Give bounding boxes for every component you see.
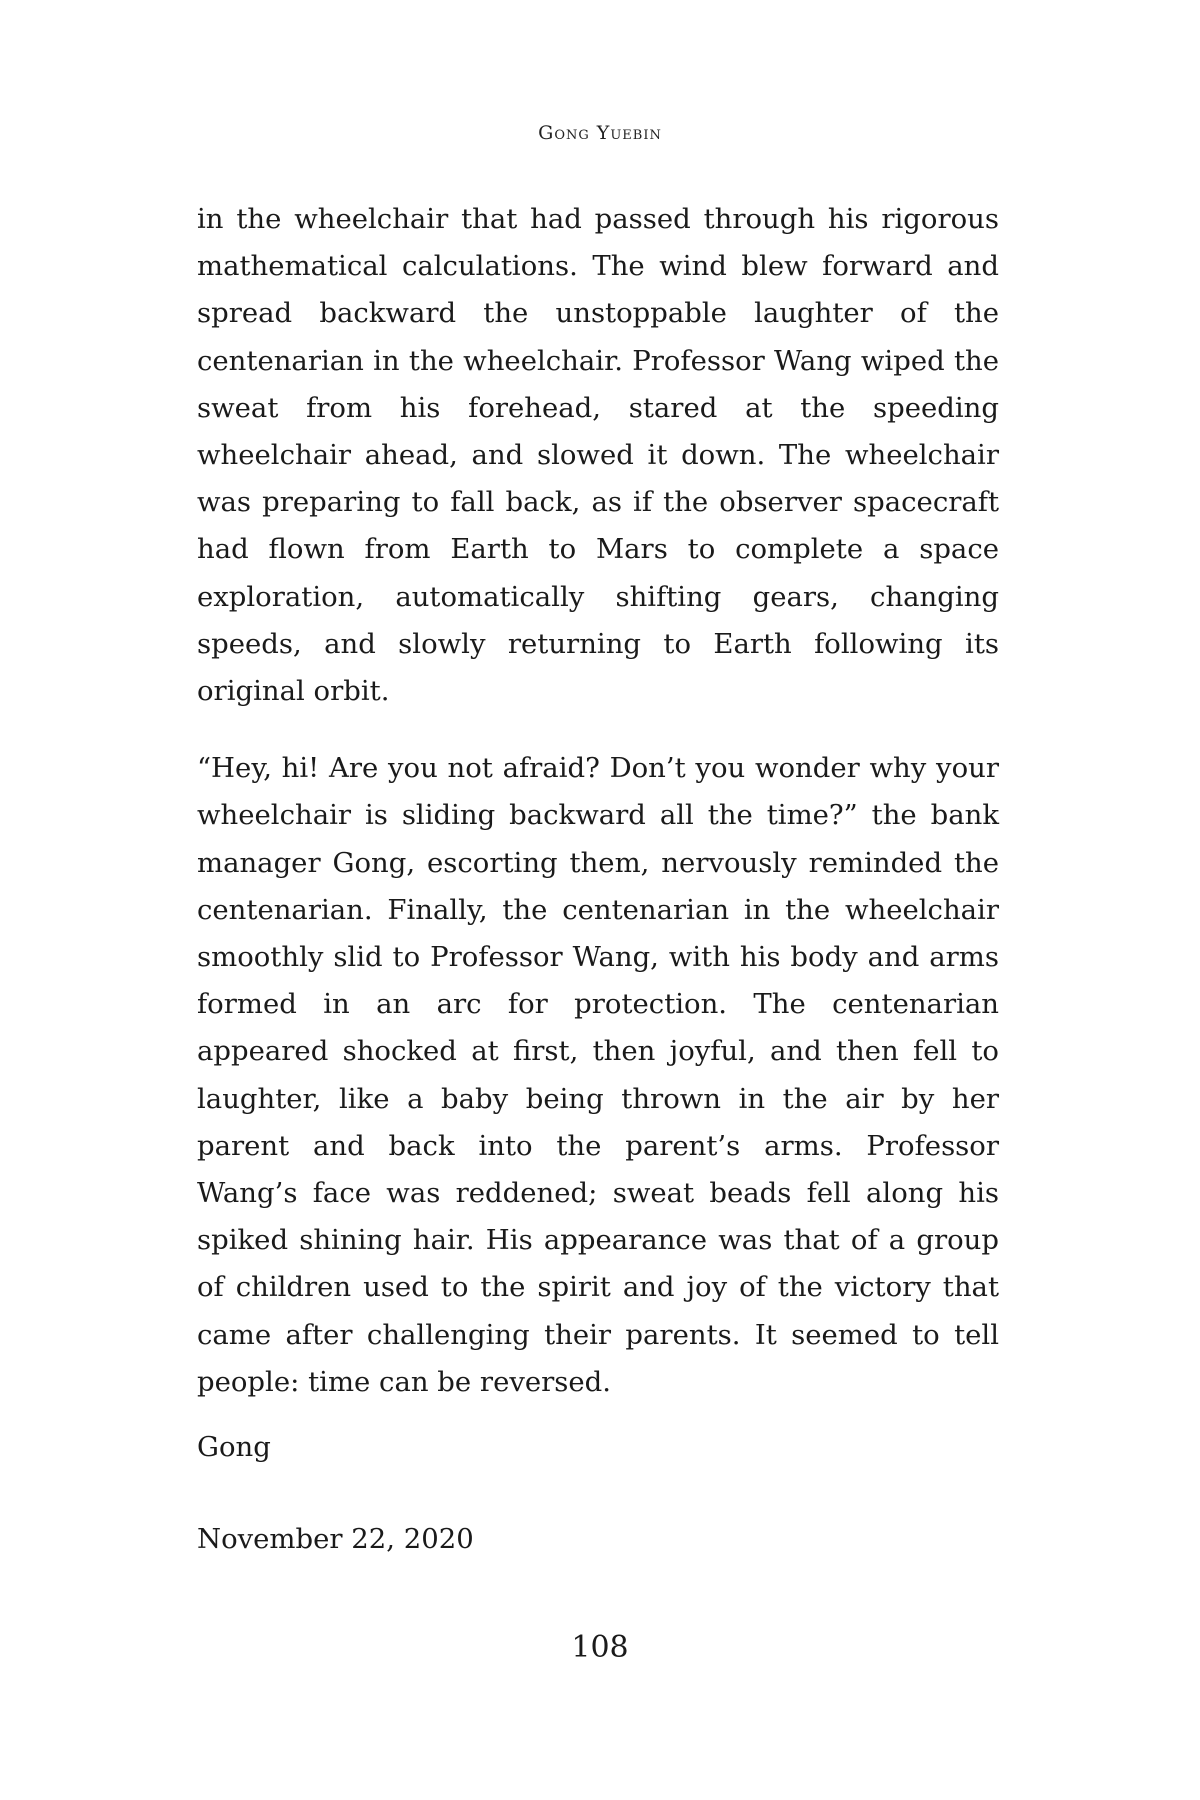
signature-name: Gong bbox=[197, 1431, 271, 1463]
page-number: 108 bbox=[571, 1630, 629, 1665]
paragraph: “Hey, hi! Are you not afraid? Don’t you wonder why your wheelchair is sliding backward all the time?” the bank manager Gong, escorting them, nervously reminded the centenarian. Finally, the centenarian in the wheelchair smoothly slid to Professor Wang, with his body and arms formed in an arc for protection. The centenarian appeared shocked at first, then joyful, and then fell to laughter, like a baby being thrown in the air by her parent and back into the parent’s arms. Professor Wang’s face was reddened; sweat beads fell along his spiked shining hair. His appearance was that of a group of children used to the spirit and joy of the victory that came after challenging their parents. It seemed to tell people: time can be reversed. bbox=[197, 752, 999, 1398]
body-text bbox=[197, 196, 999, 1406]
signature-date: November 22, 2020 bbox=[197, 1523, 474, 1555]
paragraph: in the wheelchair that had passed through his rigorous mathematical calculations. The wind blew forward and spread backward the unstoppable laughter of the centenarian in the wheelchair. Professor Wang wiped the sweat from his forehead, stared at the speeding wheelchair ahead, and slowed it down. The wheelchair was preparing to fall back, as if the observer spacecraft had flown from Earth to Mars to complete a space exploration, automatically shifting gears, changing speeds, and slowly returning to Earth following its original orbit. bbox=[197, 203, 999, 708]
running-head: Gong Yuebin bbox=[538, 122, 662, 144]
